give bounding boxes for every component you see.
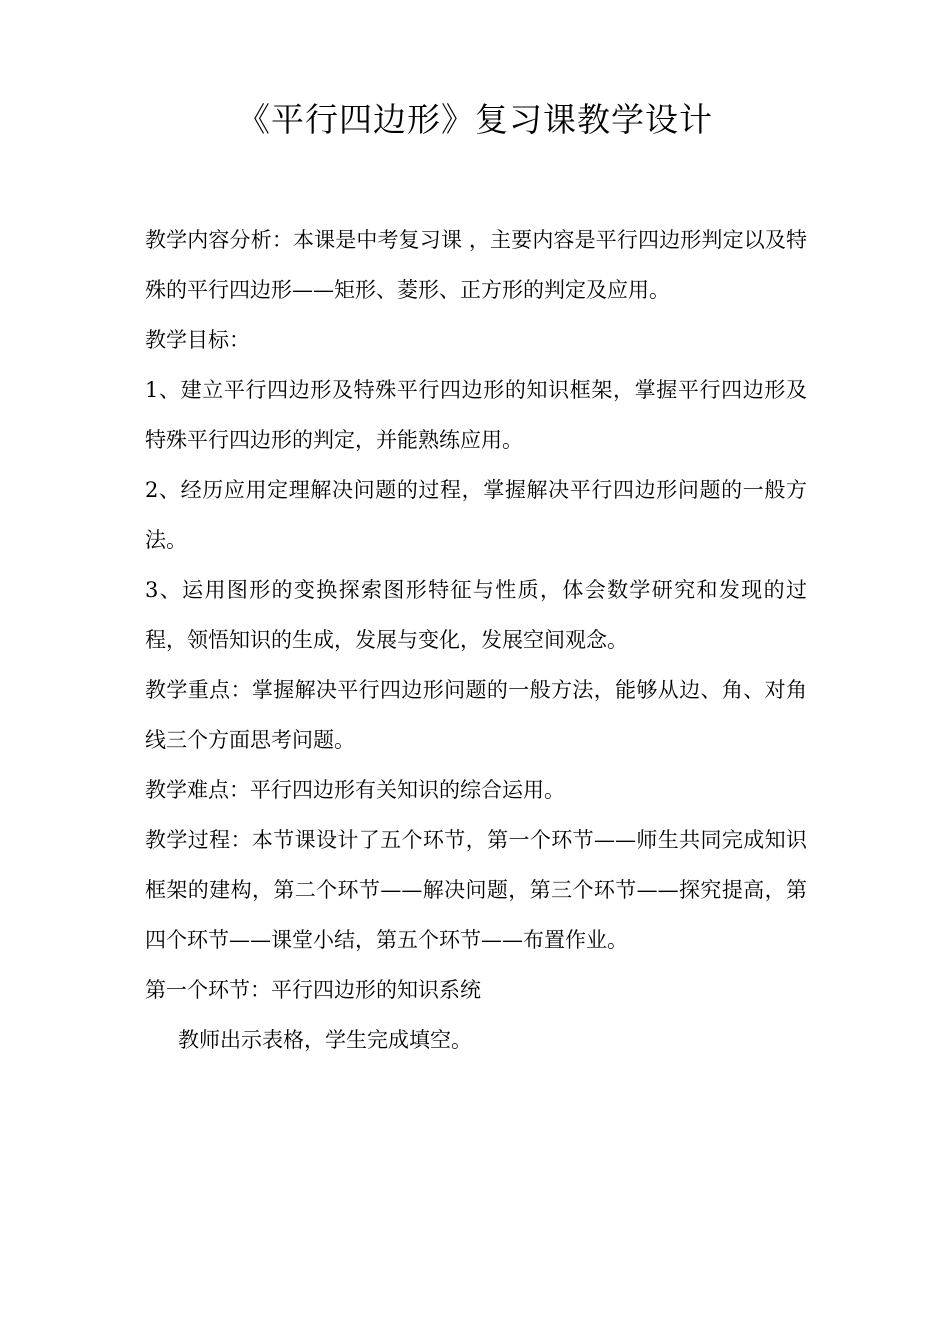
paragraph-objectives-heading: 教学目标： [145, 328, 250, 352]
paragraph-process: 教学过程：本节课设计了五个环节，第一个环节——师生共同完成知识框架的建构，第二个环节——解决问题，第三个环节——探究提高，第四个环节——课堂小结，第五个环节——布置作业。 [145, 828, 807, 952]
paragraph-section-1-heading: 第一个环节：平行四边形的知识系统 [145, 978, 481, 1002]
paragraph-objective-2: 2、经历应用定理解决问题的过程，掌握解决平行四边形问题的一般方法。 [145, 478, 807, 552]
paragraph-section-1-instruction: 教师出示表格，学生完成填空。 [178, 1028, 472, 1052]
paragraph-difficulties: 教学难点：平行四边形有关知识的综合运用。 [145, 778, 565, 802]
document-title: 《平行四边形》复习课教学设计 [237, 100, 713, 139]
paragraph-content-analysis: 教学内容分析：本课是中考复习课 ，主要内容是平行四边形判定以及特殊的平行四边形——矩形、菱形、正方形的判定及应用。 [145, 228, 807, 302]
paragraph-objective-3: 3、运用图形的变换探索图形特征与性质，体会数学研究和发现的过程，领悟知识的生成，发展与变化，发展空间观念。 [145, 578, 807, 652]
document-body [145, 215, 807, 1065]
paragraph-objective-1: 1、建立平行四边形及特殊平行四边形的知识框架，掌握平行四边形及特殊平行四边形的判定，并能熟练应用。 [145, 378, 807, 452]
paragraph-key-points: 教学重点：掌握解决平行四边形问题的一般方法，能够从边、角、对角线三个方面思考问题。 [145, 678, 807, 752]
